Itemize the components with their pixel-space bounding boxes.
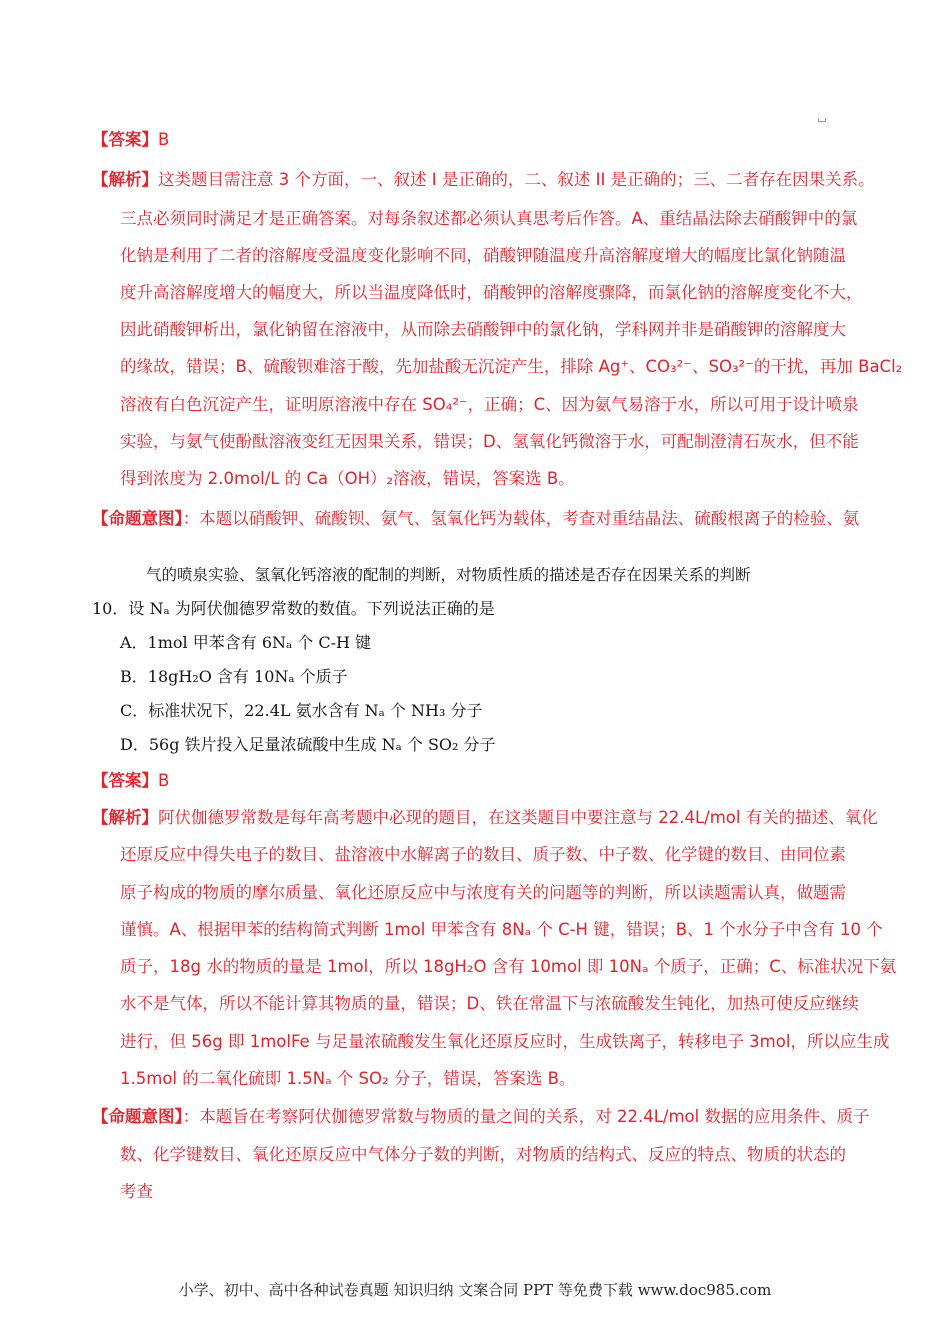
q10-analysis-line-0 (92, 804, 878, 828)
q9-answer-line (92, 126, 169, 150)
q9-intent-line-2: 气的喷泉实验、氢氧化钙溶液的配制的判断，对物质性质的描述是否存在因果关系的判断 (146, 566, 751, 584)
answer-tag: 【答案】 (92, 771, 158, 790)
q9-analysis-line-2: 化钠是利用了二者的溶解度受温度变化影响不同，硝酸钾随温度升高溶解度增大的幅度比氯化钠随温 (120, 246, 846, 265)
q9-intent-line (92, 505, 859, 529)
q10-option-c: C．标准状况下，22.4L 氨水含有 Nₐ 个 NH₃ 分子 (120, 701, 483, 720)
q10-analysis-line-5: 水不是气体，所以不能计算其物质的量，错误；D、铁在常温下与浓硫酸发生钝化，加热可使反应继续 (120, 994, 859, 1013)
q10-option-d: D．56g 铁片投入足量浓硫酸中生成 Nₐ 个 SO₂ 分子 (120, 735, 496, 754)
intent-tag: 【命题意图】 (92, 1107, 183, 1126)
q10-analysis-line-4: 质子，18g 水的物质的量是 1mol，所以 18gH₂O 含有 10mol 即 10Nₐ 个质子，正确；C、标准状况下氨 (120, 957, 897, 976)
answer-value: B (158, 771, 170, 790)
analysis-text: 这类题目需注意 3 个方面，一、叙述 I 是正确的，二、叙述 II 是正确的；三、二者存在因果关系。 (158, 170, 875, 189)
q10-analysis-line-3: 谨慎。A、根据甲苯的结构简式判断 1mol 甲苯含有 8Nₐ 个 C-H 键，错误；B、1 个水分子中含有 10 个 (120, 920, 883, 939)
analysis-tag: 【解析】 (92, 808, 158, 827)
q10-analysis-line-2: 原子构成的物质的摩尔质量、氧化还原反应中与浓度有关的问题等的判断，所以读题需认真，做题需 (120, 883, 846, 902)
answer-value: B (158, 130, 170, 149)
q10-answer-line (92, 767, 169, 791)
q9-analysis-line-1: 三点必须同时满足才是正确答案。对每条叙述都必须认真思考后作答。A、重结晶法除去硝酸钾中的氯 (120, 209, 858, 228)
q10-analysis-line-7: 1.5mol 的二氧化硫即 1.5Nₐ 个 SO₂ 分子，错误，答案选 B。 (120, 1069, 576, 1088)
q9-analysis-line-5: 的缘故，错误；B、硫酸钡难溶于酸，先加盐酸无沉淀产生，排除 Ag⁺、CO₃²⁻、SO₃²⁻的干扰，再加 BaCl₂ (120, 357, 903, 376)
q10-option-a: A．1mol 甲苯含有 6Nₐ 个 C-H 键 (120, 633, 372, 652)
answer-tag: 【答案】 (92, 130, 158, 149)
page-footer: 小学、初中、高中各种试卷真题 知识归纳 文案合同 PPT 等免费下载 www.doc985.com (178, 1281, 772, 1299)
analysis-tag: 【解析】 (92, 170, 158, 189)
q10-intent-line-1: 数、化学键数目、氧化还原反应中气体分子数的判断，对物质的结构式、反应的特点、物质的状态的 (120, 1145, 846, 1164)
q10-stem: 10．设 Nₐ 为阿伏伽德罗常数的数值。下列说法正确的是 (92, 599, 495, 618)
q10-analysis-line-1: 还原反应中得失电子的数目、盐溶液中水解离子的数目、质子数、中子数、化学键的数目、由同位素 (120, 845, 846, 864)
q10-option-b: B．18gH₂O 含有 10Nₐ 个质子 (120, 667, 348, 686)
q9-analysis-line-3: 度升高溶解度增大的幅度大，所以当温度降低时，硝酸钾的溶解度骤降，而氯化钠的溶解度变化不大， (120, 283, 863, 302)
q10-intent-line-2: 考查 (120, 1182, 153, 1201)
analysis-text: 阿伏伽德罗常数是每年高考题中必现的题目，在这类题目中要注意与 22.4L/mol 有关的描述、氧化 (158, 808, 878, 827)
intent-tag: 【命题意图】 (92, 509, 183, 528)
q10-analysis-line-6: 进行，但 56g 即 1molFe 与足量浓硫酸发生氧化还原反应时，生成铁离子，转移电子 3mol，所以应生成 (120, 1032, 890, 1051)
q9-analysis-line-7: 实验，与氨气使酚酞溶液变红无因果关系，错误；D、氢氧化钙微溶于水，可配制澄清石灰水，但不能 (120, 432, 859, 451)
intent-text: ：本题以硝酸钾、硫酸钡、氨气、氢氧化钙为载体，考查对重结晶法、硫酸根离子的检验、氨 (182, 509, 860, 528)
q9-analysis-line-0 (92, 166, 875, 190)
intent-text: ：本题旨在考察阿伏伽德罗常数与物质的量之间的关系，对 22.4L/mol 数据的应用条件、质子 (182, 1107, 870, 1126)
corner-mark (818, 118, 826, 122)
q10-intent-line-0 (92, 1103, 869, 1127)
q9-analysis-line-8: 得到浓度为 2.0mol/L 的 Ca（OH）₂溶液，错误，答案选 B。 (120, 469, 575, 488)
q9-analysis-line-4: 因此硝酸钾析出，氯化钠留在溶液中，从而除去硝酸钾中的氯化钠，学科网并非是硝酸钾的溶解度大 (120, 320, 846, 339)
q9-analysis-line-6: 溶液有白色沉淀产生，证明原溶液中存在 SO₄²⁻，正确；C、因为氨气易溶于水，所以可用于设计喷泉 (120, 395, 859, 414)
